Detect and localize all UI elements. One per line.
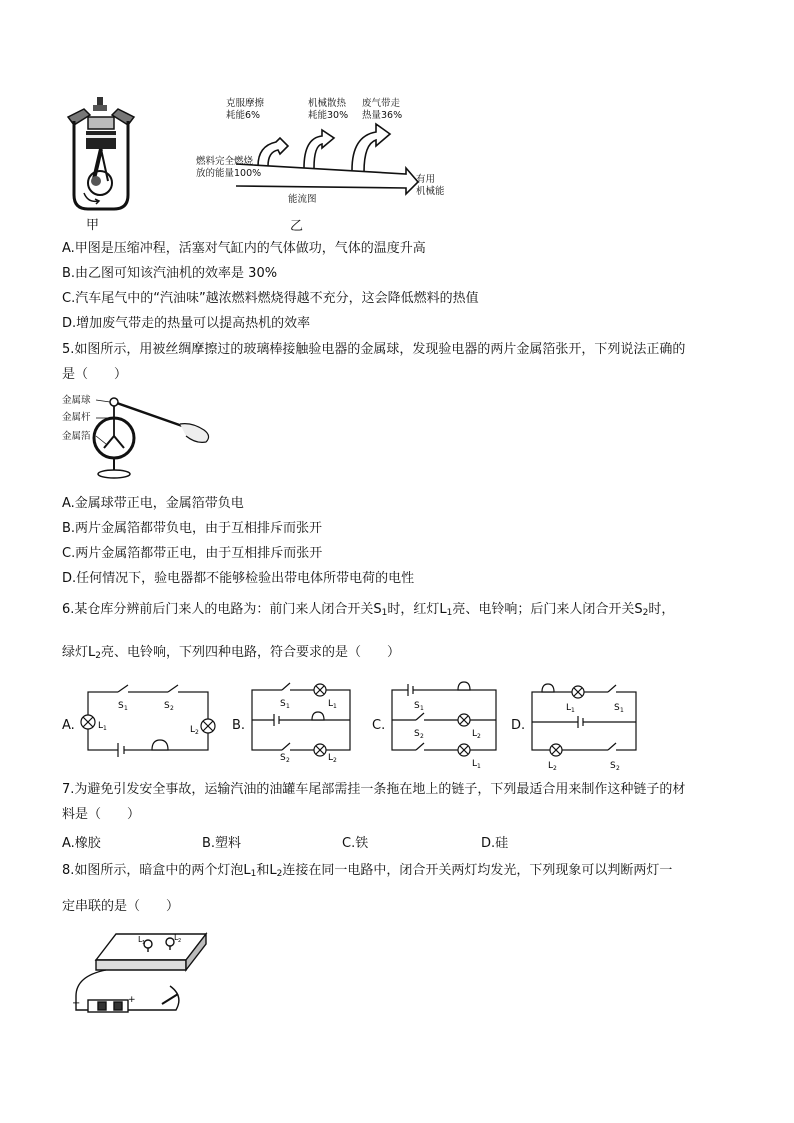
q7-option-d: D.硅 — [481, 836, 509, 851]
q5-stem-line2: 是（ ） — [62, 367, 128, 382]
svg-text:2: 2 — [178, 938, 182, 944]
q5-option-c: C.两片金属箔都带正电，由于互相排斥而张开 — [62, 546, 323, 561]
q6-stem-line1: 6.某仓库分辨前后门来人的电路为：前门来人闭合开关$S_1$时，红灯$L_1$亮、电铃响；后门来人闭合开关$S_2$时， — [62, 602, 675, 618]
q7-option-c: C.铁 — [342, 836, 369, 851]
svg-text:1: 1 — [477, 763, 481, 768]
q7-stem-line1: 7.为避免引发安全事故，运输汽油的油罐车尾部需挂一条拖在地上的链子，下列最适合用来制作这种链子的材 — [62, 782, 686, 797]
svg-text:2: 2 — [333, 757, 337, 762]
svg-text:+: + — [128, 995, 136, 1005]
q6-stem-line2: 绿灯$L_2$亮、电铃响，下列四种电路，符合要求的是（ ） — [62, 645, 400, 661]
q8-stem-line2: 定串联的是（ ） — [62, 899, 180, 914]
svg-text:1: 1 — [571, 707, 575, 714]
svg-text:L: L — [98, 721, 104, 731]
loss2-label: 机械散热 耗能30% — [308, 98, 349, 121]
circuit-c-label: C. — [372, 718, 386, 733]
svg-text:1: 1 — [286, 703, 290, 710]
engine-figure — [64, 95, 138, 213]
svg-text:2: 2 — [420, 733, 424, 740]
q7-stem-line2: 料是（ ） — [62, 807, 141, 822]
q7-option-b: B.塑料 — [202, 836, 242, 851]
figure-label-yi: 乙 — [290, 219, 304, 234]
q4-option-b: B.由乙图可知该汽油机的效率是 30% — [62, 266, 278, 281]
q5-option-d: D.任何情况下，验电器都不能够检验出带电体所带电荷的电性 — [62, 571, 415, 586]
svg-text:S: S — [118, 701, 124, 711]
circuit-d-label: D. — [511, 718, 526, 733]
svg-text:1: 1 — [420, 705, 424, 712]
svg-text:L: L — [548, 761, 554, 771]
svg-text:2: 2 — [616, 765, 620, 772]
figure-label-jia: 甲 — [86, 218, 100, 233]
loss3-label: 废气带走 热量36% — [362, 98, 403, 121]
svg-text:L: L — [328, 753, 334, 762]
q8-stem-line1: 8.如图所示，暗盒中的两个灯泡$L_1$和$L_2$连接在同一电路中，闭合开关两灯均发光，下列现象可以判断两灯一 — [62, 863, 673, 879]
circuit-c-diagram — [386, 678, 502, 768]
svg-text:S: S — [610, 761, 616, 771]
q4-option-d: D.增加废气带走的热量可以提高热机的效率 — [62, 316, 311, 331]
q4-option-a: A.甲图是压缩冲程，活塞对气缸内的气体做功，气体的温度升高 — [62, 241, 426, 256]
svg-text:S: S — [164, 701, 170, 711]
label-metal-foil: 金属箔 — [62, 431, 91, 442]
svg-text:L: L — [566, 703, 572, 713]
svg-text:L: L — [472, 759, 478, 768]
svg-text:2: 2 — [477, 733, 481, 740]
q4-option-c: C.汽车尾气中的“汽油味”越浓燃料燃烧得越不充分，这会降低燃料的热值 — [62, 291, 479, 306]
svg-text:1: 1 — [620, 707, 624, 714]
energy-flow-diagram — [196, 96, 456, 212]
svg-text:L: L — [190, 725, 196, 735]
output-energy-label: 有用 机械能 — [416, 174, 445, 197]
circuit-b-label: B. — [232, 718, 246, 733]
circuit-a-label: A. — [62, 718, 75, 733]
q5-stem-line1: 5.如图所示，用被丝绸摩擦过的玻璃棒接触验电器的金属球，发现验电器的两片金属箔张开，下列说法正确的 — [62, 342, 686, 357]
svg-text:S: S — [280, 699, 286, 709]
svg-text:S: S — [280, 753, 286, 762]
q7-option-a: A.橡胶 — [62, 836, 101, 851]
electroscope-figure — [62, 392, 222, 482]
svg-text:2: 2 — [170, 705, 174, 712]
svg-text:S: S — [414, 701, 420, 711]
svg-text:L: L — [472, 729, 478, 739]
circuit-b-diagram — [246, 680, 356, 762]
svg-text:2: 2 — [553, 765, 557, 772]
circuit-d-diagram — [526, 680, 642, 772]
q5-option-b: B.两片金属箔都带负电，由于互相排斥而张开 — [62, 521, 323, 536]
svg-text:1: 1 — [103, 725, 107, 732]
svg-text:L: L — [138, 935, 143, 944]
svg-text:S: S — [414, 729, 420, 739]
svg-text:L: L — [174, 933, 179, 942]
sankey-title: 能流图 — [288, 194, 317, 205]
loss1-label: 克服摩擦 耗能6% — [226, 98, 265, 121]
engine-cylinder-drawing — [64, 95, 138, 213]
label-metal-ball: 金属球 — [62, 395, 91, 406]
svg-text:1: 1 — [142, 940, 146, 946]
dark-box-figure — [66, 926, 216, 1022]
svg-text:L: L — [328, 699, 334, 709]
svg-text:1: 1 — [333, 703, 337, 710]
svg-text:2: 2 — [195, 729, 199, 736]
svg-text:1: 1 — [124, 705, 128, 712]
svg-text:−: − — [72, 998, 81, 1009]
circuit-a-diagram — [78, 680, 218, 760]
svg-text:2: 2 — [286, 757, 290, 762]
svg-text:S: S — [614, 703, 620, 713]
label-metal-rod: 金属杆 — [62, 412, 91, 423]
q5-option-a: A.金属球带正电，金属箔带负电 — [62, 496, 244, 511]
input-energy-label: 燃料完全燃烧 放的能量100% — [196, 156, 262, 179]
